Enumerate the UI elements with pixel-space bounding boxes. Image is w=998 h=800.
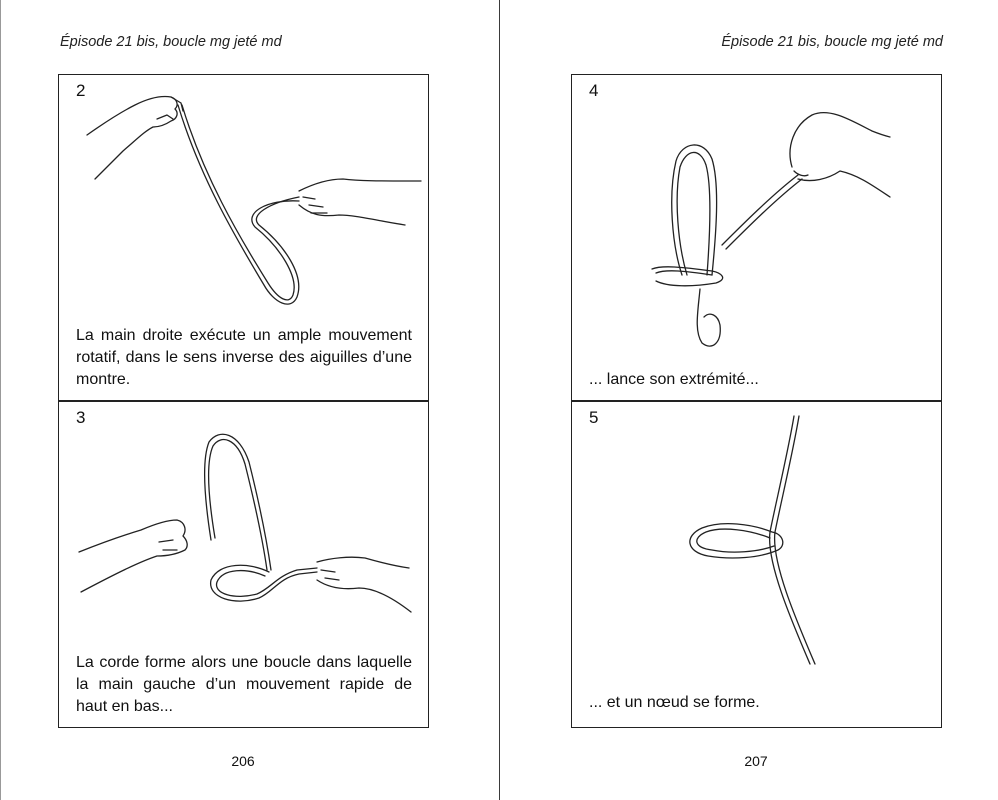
rope-swing-illustration: [59, 75, 430, 325]
knot-formed-illustration: [572, 402, 943, 692]
rope-loop-illustration: [59, 402, 430, 652]
rope-throw-illustration: [572, 75, 943, 365]
page-number: 206: [231, 753, 255, 769]
panel-5: [571, 401, 942, 728]
panel-number: 2: [76, 81, 86, 100]
panel-4: [571, 74, 942, 401]
panel-number: 4: [589, 81, 599, 100]
running-head: Épisode 21 bis, boucle mg jeté md: [721, 34, 943, 50]
panel-caption: ... lance son extrémité...: [589, 371, 759, 388]
panel-3: [58, 401, 429, 728]
panel-caption: ... et un nœud se forme.: [589, 694, 760, 711]
running-head: Épisode 21 bis, boucle mg jeté md: [60, 34, 282, 50]
panel-caption: La corde forme alors une boucle dans laquelle la main gauche d’un mouvement rapide de haut en bas...: [76, 654, 412, 715]
panel-2: [58, 74, 429, 401]
right-page: [500, 0, 998, 800]
panel-number: 5: [589, 408, 599, 427]
panel-number: 3: [76, 408, 86, 427]
panel-caption: La main droite exécute un ample mouvement rotatif, dans le sens inverse des aiguilles d’une montre.: [76, 327, 412, 388]
page-number: 207: [744, 753, 768, 769]
